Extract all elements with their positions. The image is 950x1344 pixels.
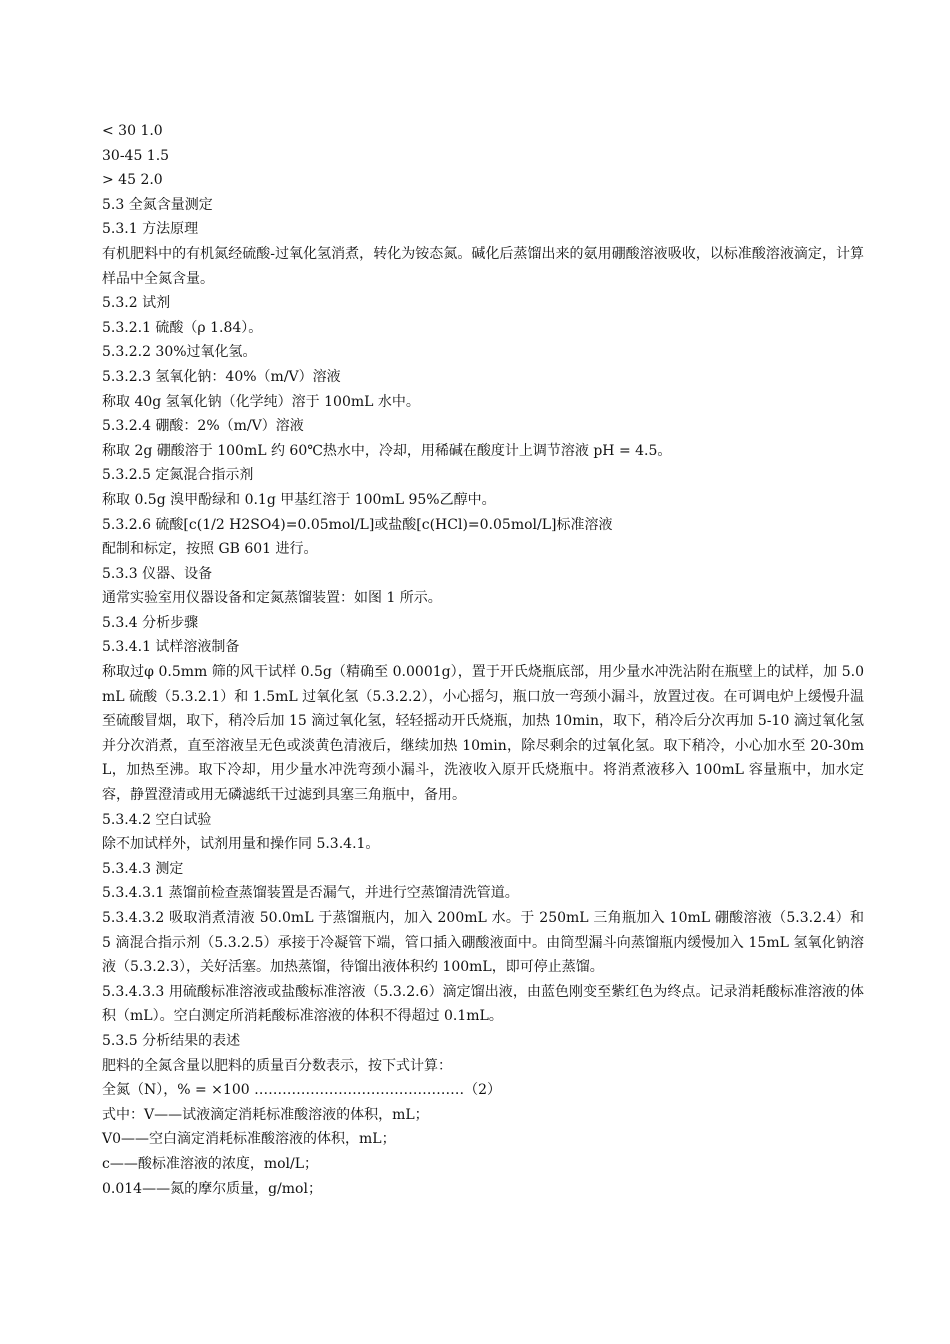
subsection-heading-5-3-1: 5.3.1 方法原理	[102, 221, 199, 238]
method-principle-paragraph: 有机肥料中的有机氮经硫酸-过氧化氢消煮，转化为铵态氮。碱化后蒸馏出来的氨用硼酸溶液吸收，以标准酸溶液滴定，计算样品中全氮含量。	[102, 245, 864, 287]
subsection-heading-5-3-2: 5.3.2 试剂	[102, 295, 171, 312]
step-heading-5-3-4-1: 5.3.4.1 试样溶液制备	[102, 639, 240, 656]
subsection-heading-5-3-5: 5.3.5 分析结果的表述	[102, 1032, 241, 1049]
variable-definition-v0: V0——空白滴定消耗标准酸溶液的体积，mL；	[102, 1131, 396, 1148]
variable-definition-c: c——酸标准溶液的浓度，mol/L；	[102, 1155, 319, 1172]
variable-definition-v: 式中：V——试液滴定消耗标准酸溶液的体积，mL；	[102, 1106, 429, 1123]
result-expression-text: 肥料的全氮含量以肥料的质量百分数表示，按下式计算：	[102, 1057, 452, 1074]
section-heading-5-3: 5.3 全氮含量测定	[102, 196, 213, 213]
reagent-5-3-2-6: 5.3.2.6 硫酸[c(1/2 H2SO4)=0.05mol/L]或盐酸[c(HCl)=0.05mol/L]标准溶液	[102, 516, 613, 533]
table-row-lt30: < 30 1.0	[102, 123, 163, 139]
step-5-3-4-3-1: 5.3.4.3.1 蒸馏前检查蒸馏装置是否漏气，并进行空蒸馏清洗管道。	[102, 885, 519, 902]
step-5-3-4-3-3-paragraph: 5.3.4.3.3 用硫酸标准溶液或盐酸标准溶液（5.3.2.6）滴定馏出液，由蓝色刚变至紫红色为终点。记录消耗酸标准溶液的体积（mL）。空白测定所消耗酸标准溶液的体积不得超过 0.1mL。	[102, 983, 864, 1025]
reagent-5-3-2-3-prep: 称取 40g 氢氧化钠（化学纯）溶于 100mL 水中。	[102, 393, 420, 410]
step-heading-5-3-4-2: 5.3.4.2 空白试验	[102, 811, 212, 828]
reagent-5-3-2-3: 5.3.2.3 氢氧化钠：40%（m/V）溶液	[102, 368, 341, 385]
reagent-5-3-2-4: 5.3.2.4 硼酸：2%（m/V）溶液	[102, 418, 304, 435]
formula-line: 全氮（N），% = ×100 ………………………………………（2）	[102, 1082, 501, 1099]
reagent-5-3-2-2: 5.3.2.2 30%过氧化氢。	[102, 344, 257, 361]
table-row-30-45: 30-45 1.5	[102, 147, 170, 164]
reagent-5-3-2-5: 5.3.2.5 定氮混合指示剂	[102, 467, 254, 484]
subsection-heading-5-3-4: 5.3.4 分析步骤	[102, 614, 199, 631]
sample-prep-paragraph: 称取过φ 0.5mm 筛的风干试样 0.5g（精确至 0.0001g），置于开氏烧瓶底部，用少量水冲洗沾附在瓶壁上的试样，加 5.0mL 硫酸（5.3.2.1）和 1.5mL 过氧化氢（5.3.2.2），小心摇匀，瓶口放一弯颈小漏斗，放置过夜。在可调电炉上缓慢升温至硫酸冒烟，取下，稍冷后加 15 滴过氧化氢，轻轻摇动开氏烧瓶，加热 10min，取下，稍冷后分次再加 5-10 滴过氧化氢并分次消煮，直至溶液呈无色或淡黄色清液后，继续加热 10min，除尽剩余的过氧化氢。取下稍冷，小心加水至 20-30mL，加热至沸。取下冷却，用少量水冲洗弯颈小漏斗，洗液收入原开氏烧瓶中。将消煮液移入 100mL 容量瓶中，加水定容，静置澄清或用无磷滤纸干过滤到具塞三角瓶中，备用。	[102, 664, 864, 804]
document-page	[102, 119, 864, 1201]
equipment-text: 通常实验室用仪器设备和定氮蒸馏装置：如图 1 所示。	[102, 590, 442, 607]
reagent-5-3-2-5-prep: 称取 0.5g 溴甲酚绿和 0.1g 甲基红溶于 100mL 95%乙醇中。	[102, 491, 496, 508]
step-heading-5-3-4-3: 5.3.4.3 测定	[102, 860, 184, 877]
step-5-3-4-3-2-paragraph: 5.3.4.3.2 吸取消煮清液 50.0mL 于蒸馏瓶内，加入 200mL 水。于 250mL 三角瓶加入 10mL 硼酸溶液（5.3.2.4）和 5 滴混合指示剂（5.3.2.5）承接于冷凝管下端，管口插入硼酸液面中。由筒型漏斗向蒸馏瓶内缓慢加入 15mL 氢氧化钠溶液（5.3.2.3），关好活塞。加热蒸馏，待馏出液体积约 100mL，即可停止蒸馏。	[102, 910, 864, 976]
reagent-5-3-2-4-prep: 称取 2g 硼酸溶于 100mL 约 60℃热水中，冷却，用稀碱在酸度计上调节溶液 pH = 4.5。	[102, 442, 672, 459]
variable-definition-molar-mass: 0.014——氮的摩尔质量，g/mol；	[102, 1180, 322, 1197]
reagent-5-3-2-6-prep: 配制和标定，按照 GB 601 进行。	[102, 541, 318, 558]
table-row-gt45: > 45 2.0	[102, 172, 163, 189]
subsection-heading-5-3-3: 5.3.3 仪器、设备	[102, 565, 213, 582]
blank-test-text: 除不加试样外，试剂用量和操作同 5.3.4.1。	[102, 836, 380, 853]
reagent-5-3-2-1: 5.3.2.1 硫酸（ρ 1.84）。	[102, 319, 263, 336]
